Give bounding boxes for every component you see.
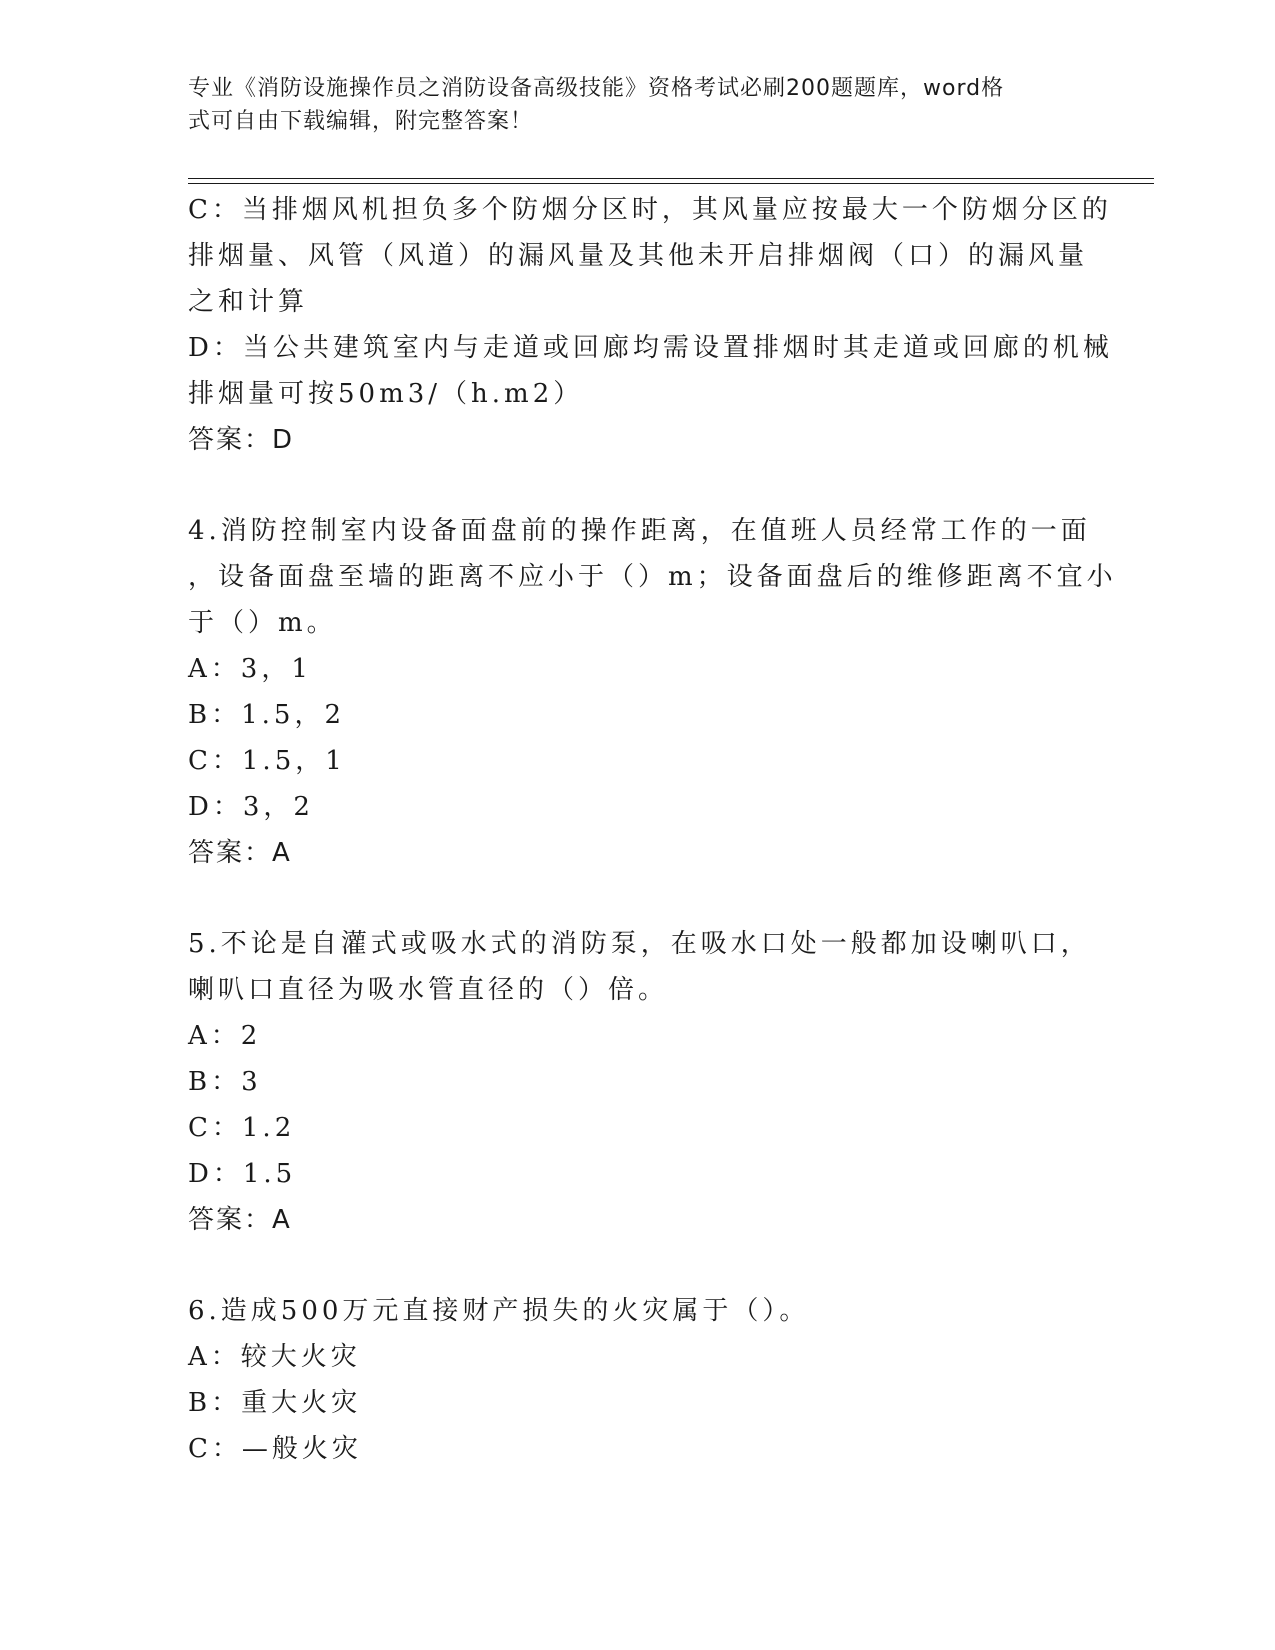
question-6 [188,1288,1088,1472]
question-stem-line: 4.消防控制室内设备面盘前的操作距离，在值班人员经常工作的一面 [188,516,1091,546]
question-content [188,187,1117,1472]
question-stem-line: 喇叭口直径为吸水管直径的（）倍。 [188,975,669,1005]
option-a: A：2 [188,1021,262,1051]
question-stem-line: ，设备面盘至墙的距离不应小于（）m；设备面盘后的维修距离不宜小 [188,562,1117,592]
option-c: C：1.5，1 [188,746,346,776]
answer-label: 答案：A [188,1205,292,1235]
option-d: D：1.5 [188,1159,297,1189]
option-b: B：3 [188,1067,262,1097]
option-d-line-2: 排烟量可按50m3/（h.m2） [188,379,584,409]
question-3-tail [188,187,1113,463]
option-c: C：—般火灾 [188,1434,362,1464]
header-line-1: 专业《消防设施操作员之消防设备高级技能》资格考试必刷200题题库，word格 [188,76,1005,101]
option-b: B：重大火灾 [188,1388,362,1418]
answer-label: 答案：D [188,425,295,455]
option-c-line-2: 排烟量、风管（风道）的漏风量及其他未开启排烟阀（口）的漏风量 [188,241,1089,271]
option-c-line-1: C：当排烟风机担负多个防烟分区时，其风量应按最大一个防烟分区的 [188,195,1112,225]
option-d-line-1: D：当公共建筑室内与走道或回廊均需设置排烟时其走道或回廊的机械 [188,333,1113,363]
document-header [188,72,1088,138]
option-a: A：3，1 [188,654,312,684]
header-divider-bottom [188,183,1154,184]
question-stem-line: 5.不论是自灌式或吸水式的消防泵，在吸水口处一般都加设喇叭口， [188,929,1091,959]
option-a: A：较大火灾 [188,1342,361,1372]
header-line-2: 式可自由下载编辑，附完整答案！ [188,109,534,134]
header-divider-top [188,178,1154,179]
question-4 [188,508,1117,876]
option-c: C：1.2 [188,1113,296,1143]
question-stem-line: 于（）m。 [188,608,337,638]
answer-label: 答案：A [188,838,292,868]
option-c-line-3: 之和计算 [188,287,309,317]
option-b: B：1.5，2 [188,700,345,730]
question-stem-line: 6.造成500万元直接财产损失的火灾属于（）。 [188,1296,810,1326]
question-5 [188,921,1091,1243]
option-d: D：3，2 [188,792,314,822]
